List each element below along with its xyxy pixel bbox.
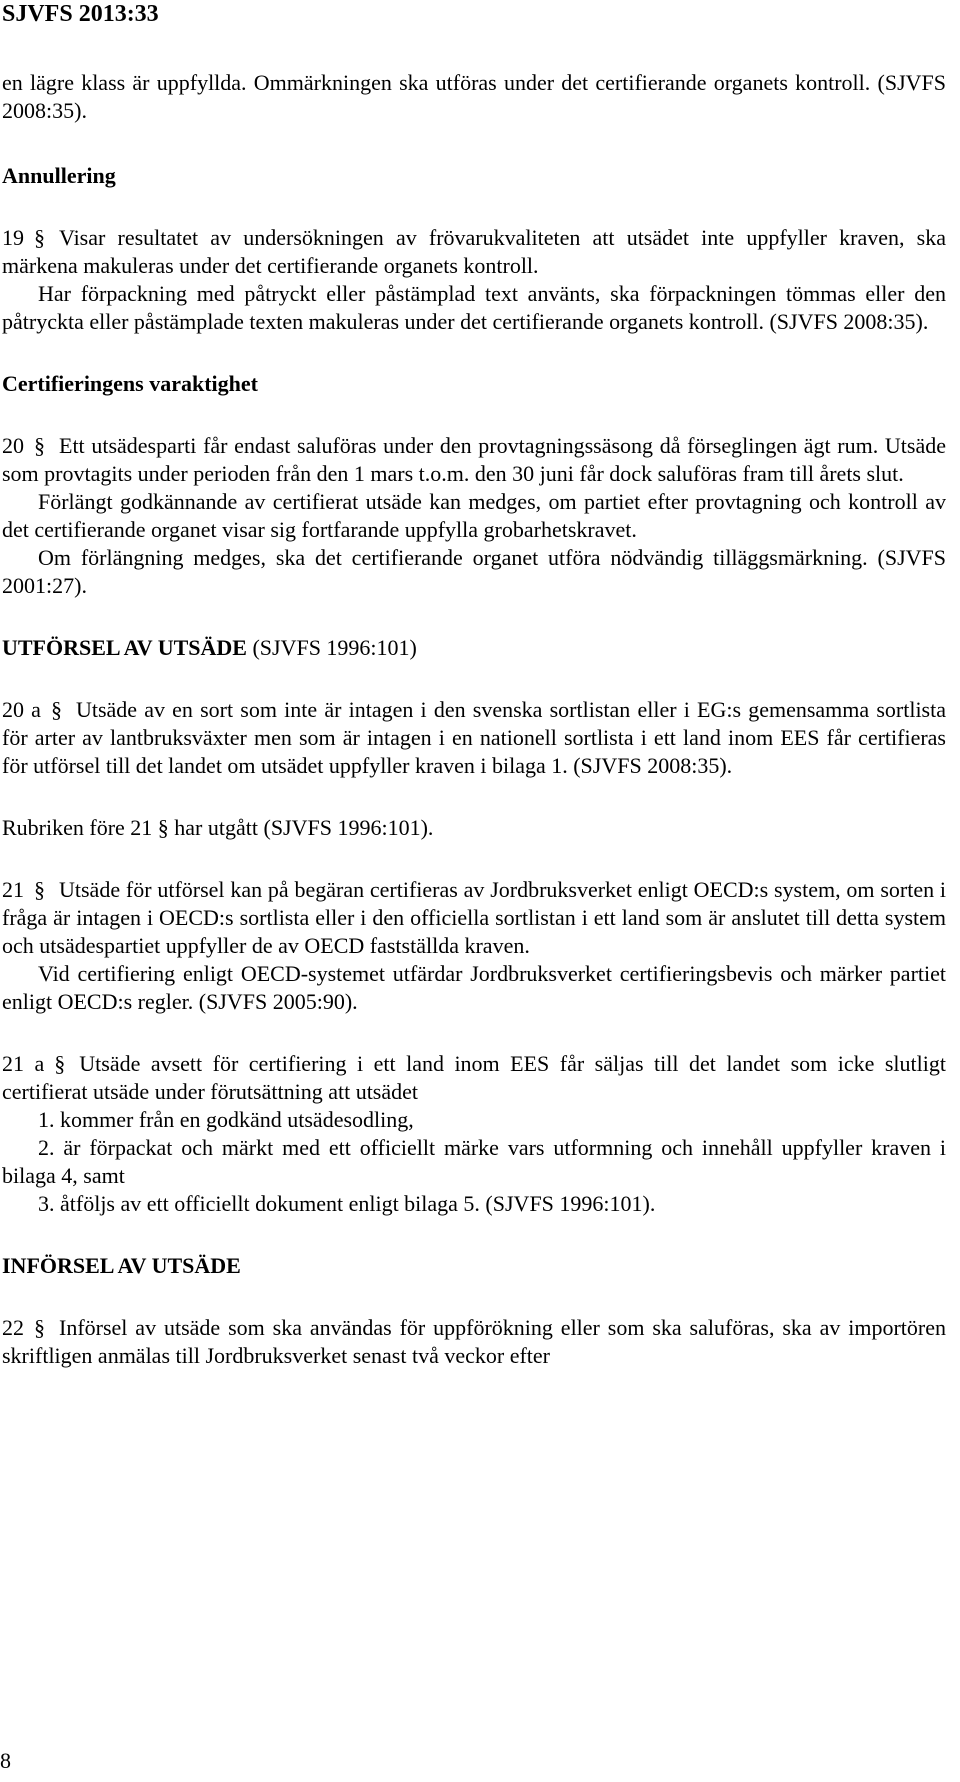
section-20-paragraph xyxy=(2,432,946,488)
section-21a-paragraph xyxy=(2,1050,946,1106)
spacer xyxy=(2,398,946,432)
section-sign-icon: § xyxy=(54,1051,66,1076)
section-20a-text: Utsäde av en sort som inte är intagen i den svenska sortlistan eller i EG:s gemensamma sortlista för arter av lantbruksväxter men som är intagen i en nationell sortlista i ett land inom EES får certifieras för utförsel till det landet om utsädet uppfyller kraven i bilaga 1. (SJVFS 2008:35). xyxy=(2,697,946,778)
section-sign-icon: § xyxy=(34,877,45,902)
spacer xyxy=(2,125,946,162)
spacer xyxy=(2,1218,946,1252)
heading-annullering: Annullering xyxy=(2,163,116,188)
section-sign-icon: § xyxy=(34,1315,45,1340)
heading-varaktighet: Certifieringens varaktighet xyxy=(2,371,258,396)
section-sign-icon: § xyxy=(34,225,45,250)
section-19-paragraph-2: Har förpackning med påtryckt eller påstämplad text använts, ska förpackningen tömmas eller den påtryckta eller påstämplade texten makuleras under det certifierande organets kontroll. (SJVFS 2008:35). xyxy=(2,281,946,334)
list-item: 1. kommer från en godkänd utsädesodling, xyxy=(38,1107,414,1132)
page-header: SJVFS 2013:33 xyxy=(2,1,159,27)
document-body xyxy=(2,69,946,1370)
section-sign-icon: § xyxy=(50,697,62,722)
spacer xyxy=(2,842,946,876)
section-19-paragraph xyxy=(2,224,946,280)
section-19-number: 19 xyxy=(2,225,24,250)
spacer xyxy=(2,1016,946,1050)
section-20a-number: 20 a xyxy=(2,697,41,722)
heading-inforsel: INFÖRSEL AV UTSÄDE xyxy=(2,1253,241,1278)
spacer xyxy=(2,662,946,696)
section-20a-paragraph xyxy=(2,696,946,780)
list-item: 3. åtföljs av ett officiellt dokument enligt bilaga 5. (SJVFS 1996:101). xyxy=(38,1191,656,1216)
section-sign-icon: § xyxy=(34,433,45,458)
rubrik-note: Rubriken före 21 § har utgått (SJVFS 1996:101). xyxy=(2,815,434,840)
spacer xyxy=(2,190,946,224)
spacer xyxy=(2,336,946,370)
section-22-number: 22 xyxy=(2,1315,24,1340)
section-21-paragraph-2: Vid certifiering enligt OECD-systemet utfärdar Jordbruksverket certifieringsbevis och märker partiet enligt OECD:s regler. (SJVFS 2005:90). xyxy=(2,961,946,1014)
section-19-text: Visar resultatet av undersökningen av frövarukvaliteten att utsädet inte uppfyller kraven, ska märkena makuleras under det certifierande organets kontroll. xyxy=(2,225,946,278)
spacer xyxy=(2,600,946,634)
section-20-number: 20 xyxy=(2,433,24,458)
section-21-text: Utsäde för utförsel kan på begäran certifieras av Jordbruksverket enligt OECD:s system, om sorten i fråga är intagen i OECD:s sortlista eller i den officiella sortlistan i ett land som är anslutet till detta system och utsädespartiet uppfyller de av OECD fastställda kraven. xyxy=(2,877,946,958)
section-21a-number: 21 a xyxy=(2,1051,45,1076)
section-20-text: Ett utsädesparti får endast saluföras under den provtagningssäsong då förseglingen ägt rum. Utsäde som provtagits under perioden från den 1 mars t.o.m. den 30 juni får dock saluföras fram till årets slut. xyxy=(2,433,946,486)
section-22-paragraph xyxy=(2,1314,946,1370)
section-21-number: 21 xyxy=(2,877,24,902)
section-22-text: Införsel av utsäde som ska användas för uppförökning eller som ska saluföras, ska av importören skriftligen anmälas till Jordbruksverket senast två veckor efter xyxy=(2,1315,946,1368)
heading-utforsel-ref: (SJVFS 1996:101) xyxy=(252,635,417,660)
spacer xyxy=(2,1280,946,1314)
section-21-paragraph xyxy=(2,876,946,960)
section-20-paragraph-3: Om förlängning medges, ska det certifierande organet utföra nödvändig tilläggsmärkning. (SJVFS 2001:27). xyxy=(2,545,946,598)
heading-utforsel-title: UTFÖRSEL AV UTSÄDE xyxy=(2,635,247,660)
section-20-paragraph-2: Förlängt godkännande av certifierat utsäde kan medges, om partiet efter provtagning och kontroll av det certifierande organet visar sig fortfarande uppfylla grobarhetskravet. xyxy=(2,489,946,542)
spacer xyxy=(2,780,946,814)
section-21a-text: Utsäde avsett för certifiering i ett land inom EES får säljas till det landet som icke slutligt certifierat utsäde under förutsättning att utsädet xyxy=(2,1051,946,1104)
intro-paragraph: en lägre klass är uppfyllda. Ommärkningen ska utföras under det certifierande organets kontroll. (SJVFS 2008:35). xyxy=(2,70,946,123)
list-item: 2. är förpackat och märkt med ett officiellt märke vars utformning och innehåll uppfyller kraven i bilaga 4, samt xyxy=(2,1135,946,1188)
page-number: 8 xyxy=(0,1748,11,1773)
heading-utforsel xyxy=(2,634,946,662)
